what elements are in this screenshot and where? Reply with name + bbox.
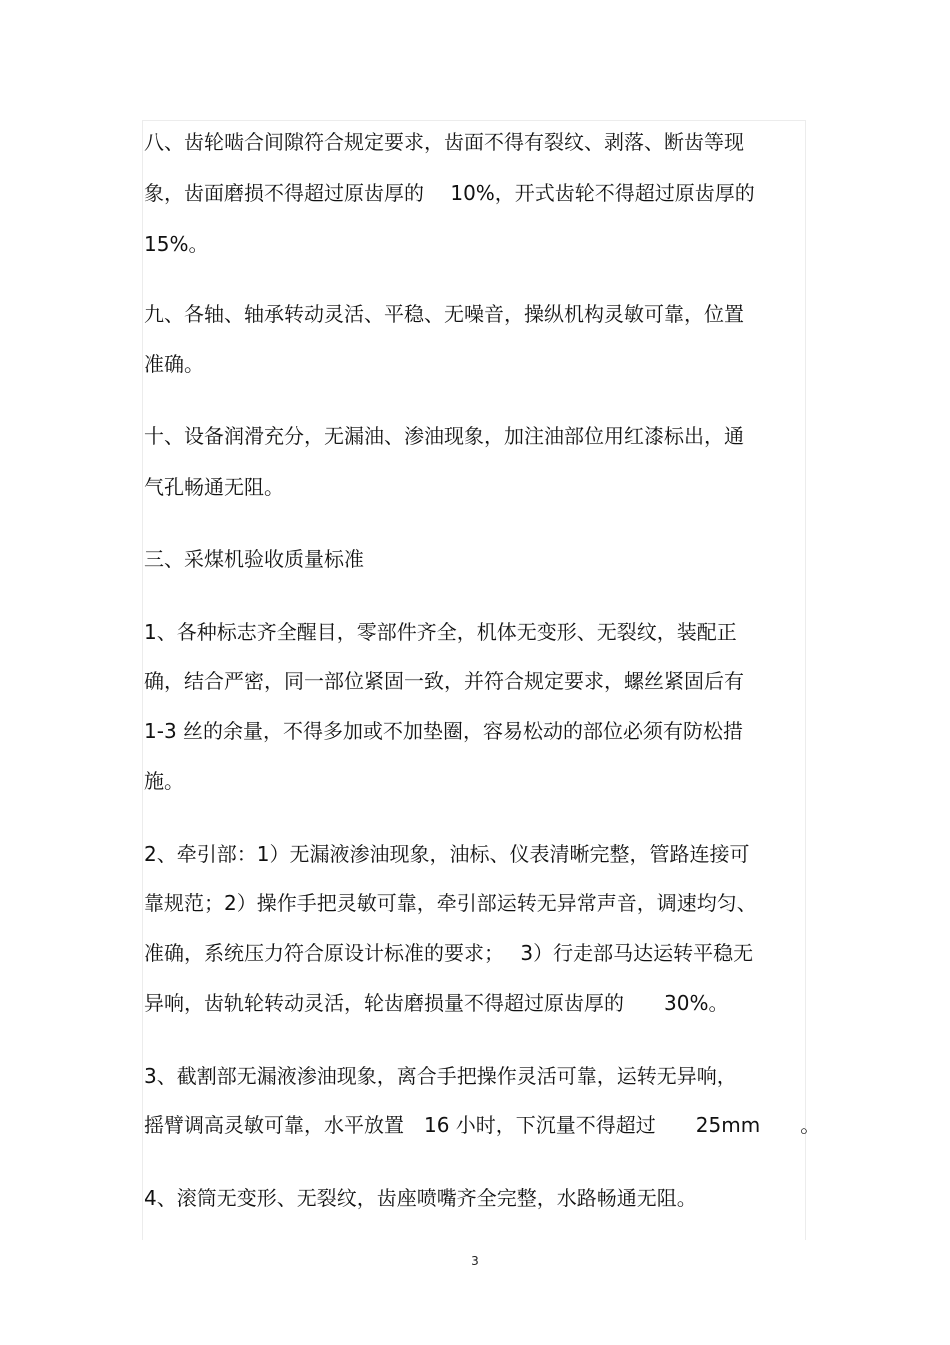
text-line: 3、截割部无漏液渗油现象，离合手把操作灵活可靠，运转无异响， xyxy=(144,1064,737,1088)
text-line: 十、设备润滑充分，无漏油、渗油现象，加注油部位用红漆标出，通 xyxy=(144,424,744,448)
page-number: 3 xyxy=(471,1254,479,1268)
text-line: 摇臂调高灵敏可靠，水平放置 16 小时，下沉量不得超过 25mm 。 xyxy=(144,1113,821,1137)
text-line: 15%。 xyxy=(144,232,209,256)
text-line: 八、齿轮啮合间隙符合规定要求，齿面不得有裂纹、剥落、断齿等现 xyxy=(144,130,744,154)
text-line: 准确。 xyxy=(144,352,204,376)
text-line: 施。 xyxy=(144,769,184,793)
text-line: 异响，齿轨轮转动灵活，轮齿磨损量不得超过原齿厚的 30%。 xyxy=(144,991,729,1015)
text-line: 九、各轴、轴承转动灵活、平稳、无噪音，操纵机构灵敏可靠，位置 xyxy=(144,302,744,326)
text-line: 1-3 丝的余量，不得多加或不加垫圈，容易松动的部位必须有防松措 xyxy=(144,719,744,743)
text-line: 确，结合严密，同一部位紧固一致，并符合规定要求，螺丝紧固后有 xyxy=(144,669,744,693)
text-line: 靠规范；2）操作手把灵敏可靠，牵引部运转无异常声音，调速均匀、 xyxy=(144,891,757,915)
text-line: 准确，系统压力符合原设计标准的要求； 3）行走部马达运转平稳无 xyxy=(144,941,754,965)
text-line: 2、牵引部：1）无漏液渗油现象，油标、仪表清晰完整，管路连接可 xyxy=(144,842,750,866)
section-heading: 三、采煤机验收质量标准 xyxy=(144,547,364,571)
text-line: 1、各种标志齐全醒目，零部件齐全，机体无变形、无裂纹，装配正 xyxy=(144,620,737,644)
text-line: 象，齿面磨损不得超过原齿厚的 10%，开式齿轮不得超过原齿厚的 xyxy=(144,181,755,205)
text-line: 4、滚筒无变形、无裂纹，齿座喷嘴齐全完整，水路畅通无阻。 xyxy=(144,1186,697,1210)
text-line: 气孔畅通无阻。 xyxy=(144,475,284,499)
